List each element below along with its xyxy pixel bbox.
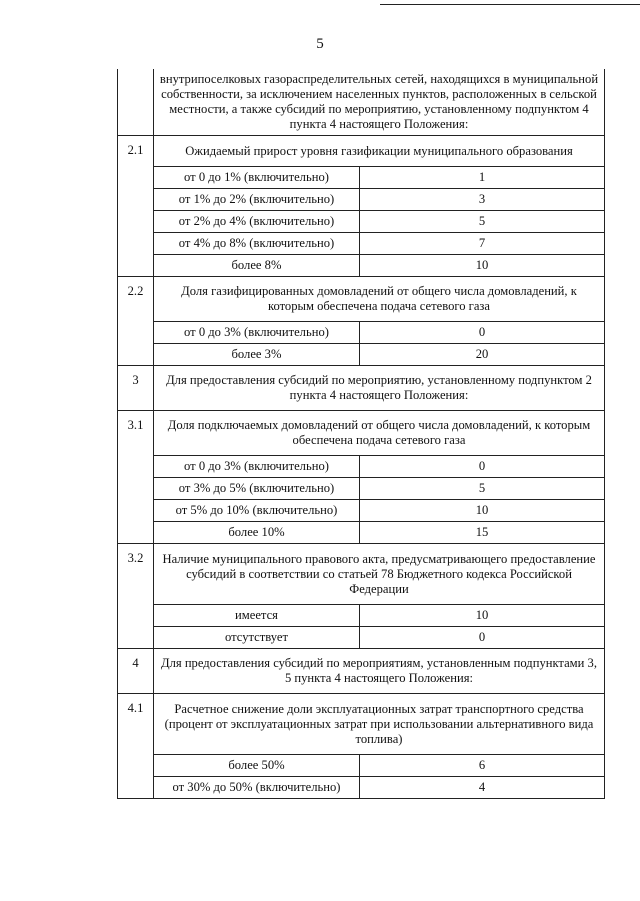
option-score: 5: [360, 211, 605, 233]
option-label: от 30% до 50% (включительно): [154, 777, 360, 799]
row-number: 3.2: [118, 544, 154, 649]
option-score: 7: [360, 233, 605, 255]
row-number: 2.1: [118, 136, 154, 277]
option-label: более 10%: [154, 522, 360, 544]
option-score: 3: [360, 189, 605, 211]
criterion-text: Доля подключаемых домовладений от общего числа домовладений, к которым обеспечена подача сетевого газа: [154, 411, 605, 456]
option-row: [118, 211, 605, 233]
option-label: более 50%: [154, 755, 360, 777]
option-score: 10: [360, 500, 605, 522]
criteria-table: [117, 69, 605, 799]
option-score: 0: [360, 456, 605, 478]
row-number: 2.2: [118, 277, 154, 366]
option-row: [118, 189, 605, 211]
option-label: от 2% до 4% (включительно): [154, 211, 360, 233]
row-number: 3: [118, 366, 154, 411]
option-label: от 0 до 3% (включительно): [154, 456, 360, 478]
option-row: [118, 522, 605, 544]
option-row: [118, 478, 605, 500]
row-number: 3.1: [118, 411, 154, 544]
page-number: 5: [316, 36, 324, 52]
row-number: 4: [118, 649, 154, 694]
option-row: [118, 500, 605, 522]
option-score: 4: [360, 777, 605, 799]
criterion-row: [118, 411, 605, 456]
option-label: имеется: [154, 605, 360, 627]
option-label: от 0 до 1% (включительно): [154, 167, 360, 189]
option-score: 5: [360, 478, 605, 500]
criterion-text: Ожидаемый прирост уровня газификации муниципального образования: [154, 136, 605, 167]
option-score: 15: [360, 522, 605, 544]
criterion-row: [118, 366, 605, 411]
option-row: [118, 233, 605, 255]
criterion-text: Доля газифицированных домовладений от общего числа домовладений, к которым обеспечена подача сетевого газа: [154, 277, 605, 322]
top-rule: [380, 4, 640, 5]
option-score: 10: [360, 255, 605, 277]
option-score: 10: [360, 605, 605, 627]
option-score: 0: [360, 627, 605, 649]
option-label: отсутствует: [154, 627, 360, 649]
option-score: 1: [360, 167, 605, 189]
option-row: [118, 456, 605, 478]
criterion-text: Расчетное снижение доли эксплуатационных затрат транспортного средства (процент от эксплуатационных затрат при использовании альтернативного вида топлива): [154, 694, 605, 755]
option-row: [118, 167, 605, 189]
option-row: [118, 322, 605, 344]
option-score: 20: [360, 344, 605, 366]
option-label: от 0 до 3% (включительно): [154, 322, 360, 344]
option-score: 0: [360, 322, 605, 344]
criterion-text: Наличие муниципального правового акта, предусматривающего предоставление субсидий в соответствии со статьей 78 Бюджетного кодекса Российской Федерации: [154, 544, 605, 605]
option-label: от 4% до 8% (включительно): [154, 233, 360, 255]
criterion-row: [118, 544, 605, 605]
criterion-row: [118, 694, 605, 755]
option-row: [118, 344, 605, 366]
option-row: [118, 605, 605, 627]
option-label: более 8%: [154, 255, 360, 277]
option-row: [118, 777, 605, 799]
criterion-row: [118, 277, 605, 322]
criterion-row: [118, 69, 605, 136]
option-label: от 5% до 10% (включительно): [154, 500, 360, 522]
criterion-text: внутрипоселковых газораспределительных сетей, находящихся в муниципальной собственности, за исключением населенных пунктов, расположенных в сельской местности, а также субсидий по мероприятию, установленному подпунктом 4 пункта 4 настоящего Положения:: [154, 69, 605, 136]
row-number: 4.1: [118, 694, 154, 799]
option-label: от 3% до 5% (включительно): [154, 478, 360, 500]
option-row: [118, 755, 605, 777]
row-number: [118, 69, 154, 136]
option-row: [118, 255, 605, 277]
criterion-text: Для предоставления субсидий по мероприятию, установленному подпунктом 2 пункта 4 настоящего Положения:: [154, 366, 605, 411]
option-row: [118, 627, 605, 649]
option-label: более 3%: [154, 344, 360, 366]
option-label: от 1% до 2% (включительно): [154, 189, 360, 211]
criterion-text: Для предоставления субсидий по мероприятиям, установленным подпунктами 3, 5 пункта 4 настоящего Положения:: [154, 649, 605, 694]
criterion-row: [118, 136, 605, 167]
criterion-row: [118, 649, 605, 694]
option-score: 6: [360, 755, 605, 777]
